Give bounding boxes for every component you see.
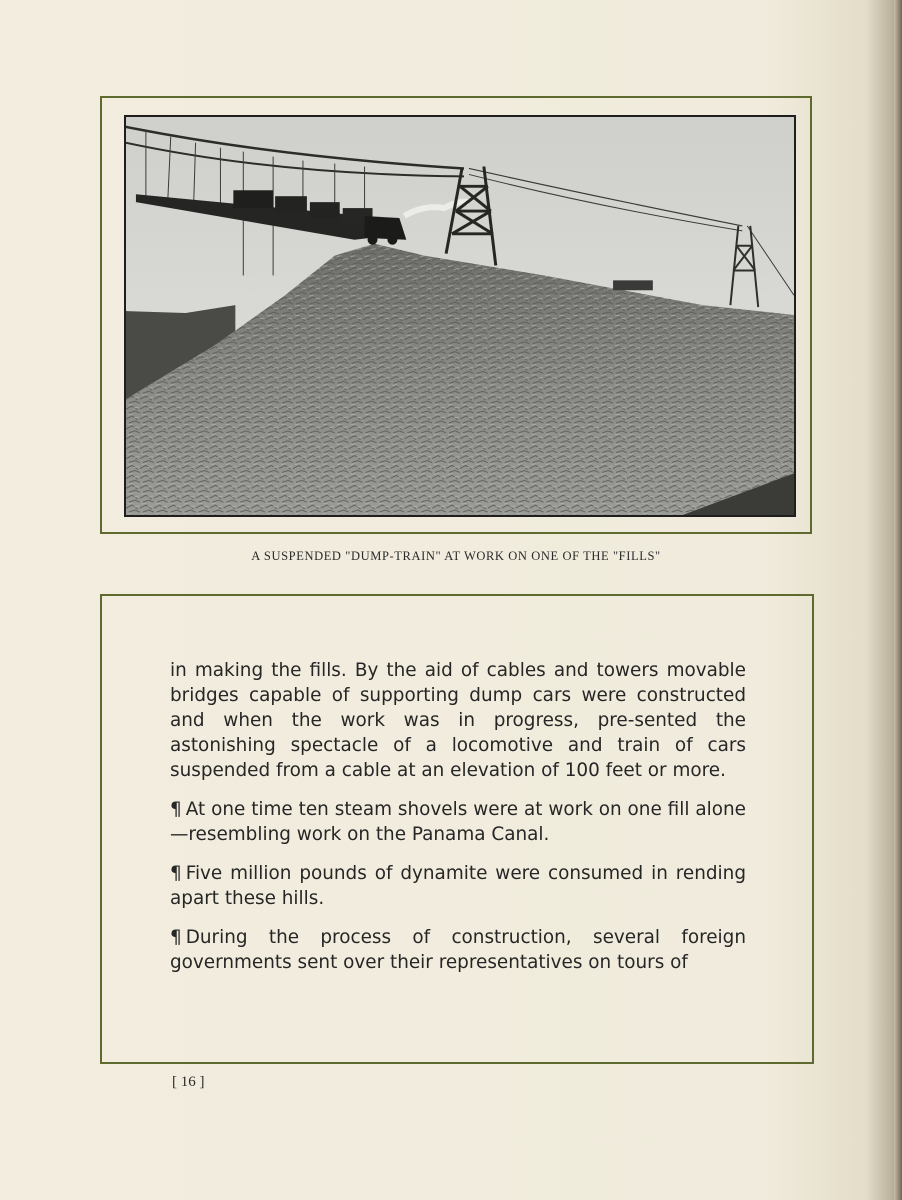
photo-frame	[100, 96, 812, 534]
paragraph-1	[170, 658, 746, 783]
distant-cart	[613, 280, 653, 290]
paragraph-4	[170, 925, 746, 975]
paragraph-4-text: During the process of construction, several foreign governments sent over their representatives on tours of	[170, 927, 746, 973]
page-edge	[894, 0, 902, 1200]
pilcrow-icon: ¶	[170, 927, 182, 948]
pilcrow-icon: ¶	[170, 863, 182, 884]
paragraph-3-text: Five million pounds of dynamite were consumed in rending apart these hills.	[170, 863, 746, 909]
photo-illustration	[126, 117, 794, 515]
paragraph-3	[170, 861, 746, 911]
page-number: [ 16 ]	[172, 1074, 205, 1090]
paragraph-1-text: in making the fills. By the aid of cables and towers movable bridges capable of supporting dump cars were constructed and when the work was in progress, pre-sented the astonishing spectacle of a locomotive and train of cars suspended from a cable at an elevation of 100 feet or more.	[170, 660, 746, 781]
text-frame	[100, 594, 814, 1064]
dump-train-photo	[124, 115, 796, 517]
pilcrow-icon: ¶	[170, 799, 182, 820]
photo-caption: A SUSPENDED "DUMP-TRAIN" AT WORK ON ONE OF THE "FILLS"	[251, 549, 661, 563]
body-text	[170, 658, 746, 989]
paragraph-2-text: At one time ten steam shovels were at work on one fill alone—resembling work on the Panama Canal.	[170, 799, 746, 845]
paragraph-2	[170, 797, 746, 847]
